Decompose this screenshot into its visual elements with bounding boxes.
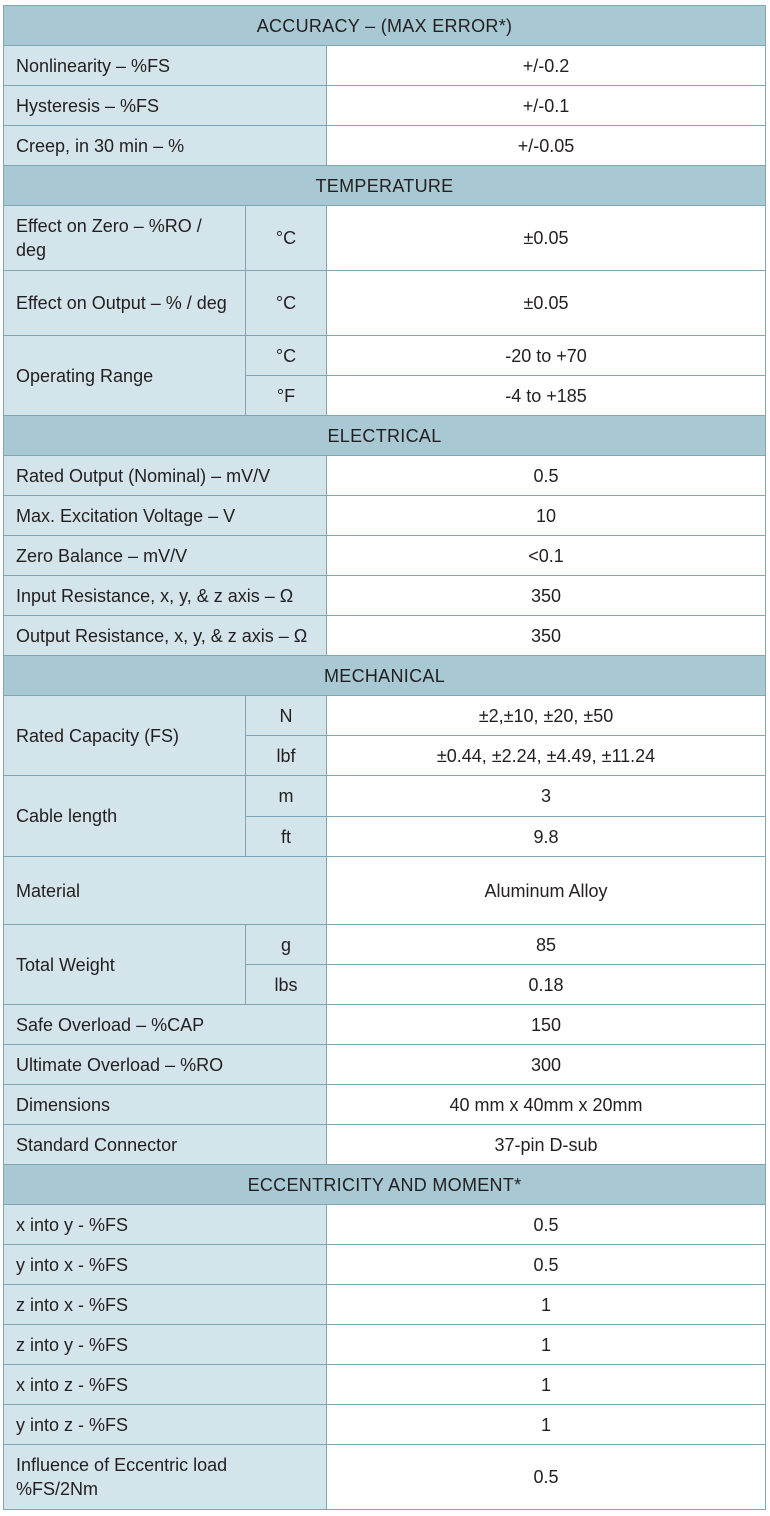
row-label: Dimensions (4, 1085, 327, 1125)
row-value: ±0.05 (327, 271, 766, 336)
row-value: 0.5 (327, 1445, 766, 1510)
section-title-eccentricity: ECCENTRICITY AND MOMENT* (4, 1165, 766, 1205)
table-row (4, 696, 766, 736)
row-value: 85 (327, 925, 766, 965)
row-label: Rated Output (Nominal) – mV/V (4, 456, 327, 496)
row-value: 0.5 (327, 1245, 766, 1285)
row-value: 1 (327, 1285, 766, 1325)
row-value: 3 (327, 776, 766, 817)
section-title-mechanical: MECHANICAL (4, 656, 766, 696)
row-label: x into y - %FS (4, 1205, 327, 1245)
table-row (4, 1365, 766, 1405)
row-label: Operating Range (4, 336, 246, 416)
row-label: Max. Excitation Voltage – V (4, 496, 327, 536)
row-value: 1 (327, 1325, 766, 1365)
row-value: +/-0.1 (327, 86, 766, 126)
table-row (4, 1405, 766, 1445)
row-unit: °C (246, 206, 327, 271)
row-label: z into y - %FS (4, 1325, 327, 1365)
row-label: Rated Capacity (FS) (4, 696, 246, 776)
row-value: 150 (327, 1005, 766, 1045)
table-row (4, 1445, 766, 1510)
row-value: ±0.05 (327, 206, 766, 271)
table-row (4, 1205, 766, 1245)
table-row (4, 271, 766, 336)
section-title-accuracy: ACCURACY – (MAX ERROR*) (4, 6, 766, 46)
row-value: 1 (327, 1405, 766, 1445)
row-value: 37-pin D-sub (327, 1125, 766, 1165)
row-value: 300 (327, 1045, 766, 1085)
table-row (4, 336, 766, 376)
table-row (4, 1125, 766, 1165)
row-unit: °F (246, 376, 327, 416)
row-label: Input Resistance, x, y, & z axis – Ω (4, 576, 327, 616)
table-row (4, 1085, 766, 1125)
row-label: Output Resistance, x, y, & z axis – Ω (4, 616, 327, 656)
section-title-electrical: ELECTRICAL (4, 416, 766, 456)
row-unit: lbf (246, 736, 327, 776)
section-header-row (4, 656, 766, 696)
row-unit: N (246, 696, 327, 736)
row-label: Safe Overload – %CAP (4, 1005, 327, 1045)
table-row (4, 126, 766, 166)
table-row (4, 536, 766, 576)
table-row (4, 46, 766, 86)
row-value: 10 (327, 496, 766, 536)
row-value: -4 to +185 (327, 376, 766, 416)
row-label: x into z - %FS (4, 1365, 327, 1405)
row-label: Creep, in 30 min – % (4, 126, 327, 166)
row-value: 350 (327, 616, 766, 656)
row-label: y into z - %FS (4, 1405, 327, 1445)
section-header-row (4, 6, 766, 46)
table-row (4, 576, 766, 616)
section-title-temperature: TEMPERATURE (4, 166, 766, 206)
row-label: Zero Balance – mV/V (4, 536, 327, 576)
table-row (4, 1325, 766, 1365)
row-label: z into x - %FS (4, 1285, 327, 1325)
section-header-row (4, 416, 766, 456)
table-row (4, 1005, 766, 1045)
row-label: Standard Connector (4, 1125, 327, 1165)
row-label: Effect on Zero – %RO / deg (4, 206, 246, 271)
row-value: <0.1 (327, 536, 766, 576)
row-value: 1 (327, 1365, 766, 1405)
row-label: Hysteresis – %FS (4, 86, 327, 126)
row-value: 0.18 (327, 965, 766, 1005)
section-header-row (4, 1165, 766, 1205)
row-value: 0.5 (327, 1205, 766, 1245)
row-value: 350 (327, 576, 766, 616)
row-label: Ultimate Overload – %RO (4, 1045, 327, 1085)
row-unit: °C (246, 336, 327, 376)
row-value: 0.5 (327, 456, 766, 496)
row-value: 40 mm x 40mm x 20mm (327, 1085, 766, 1125)
row-value: -20 to +70 (327, 336, 766, 376)
row-label: Cable length (4, 776, 246, 857)
row-value: ±2,±10, ±20, ±50 (327, 696, 766, 736)
row-unit: °C (246, 271, 327, 336)
table-row (4, 857, 766, 925)
table-row (4, 1045, 766, 1085)
table-row (4, 456, 766, 496)
row-unit: m (246, 776, 327, 817)
row-value: Aluminum Alloy (327, 857, 766, 925)
table-row (4, 1285, 766, 1325)
row-unit: lbs (246, 965, 327, 1005)
row-unit: ft (246, 817, 327, 857)
table-row (4, 86, 766, 126)
section-header-row (4, 166, 766, 206)
row-label: Nonlinearity – %FS (4, 46, 327, 86)
row-value: 9.8 (327, 817, 766, 857)
table-row (4, 206, 766, 271)
row-label: Effect on Output – % / deg (4, 271, 246, 336)
row-unit: g (246, 925, 327, 965)
row-value: +/-0.2 (327, 46, 766, 86)
table-row (4, 1245, 766, 1285)
row-label: y into x - %FS (4, 1245, 327, 1285)
row-label: Influence of Eccentric load %FS/2Nm (4, 1445, 327, 1510)
table-row (4, 616, 766, 656)
table-row (4, 925, 766, 965)
table-row (4, 496, 766, 536)
row-label: Material (4, 857, 327, 925)
table-row (4, 776, 766, 817)
row-label: Total Weight (4, 925, 246, 1005)
row-value: +/-0.05 (327, 126, 766, 166)
spec-table (3, 5, 766, 1510)
row-value: ±0.44, ±2.24, ±4.49, ±11.24 (327, 736, 766, 776)
